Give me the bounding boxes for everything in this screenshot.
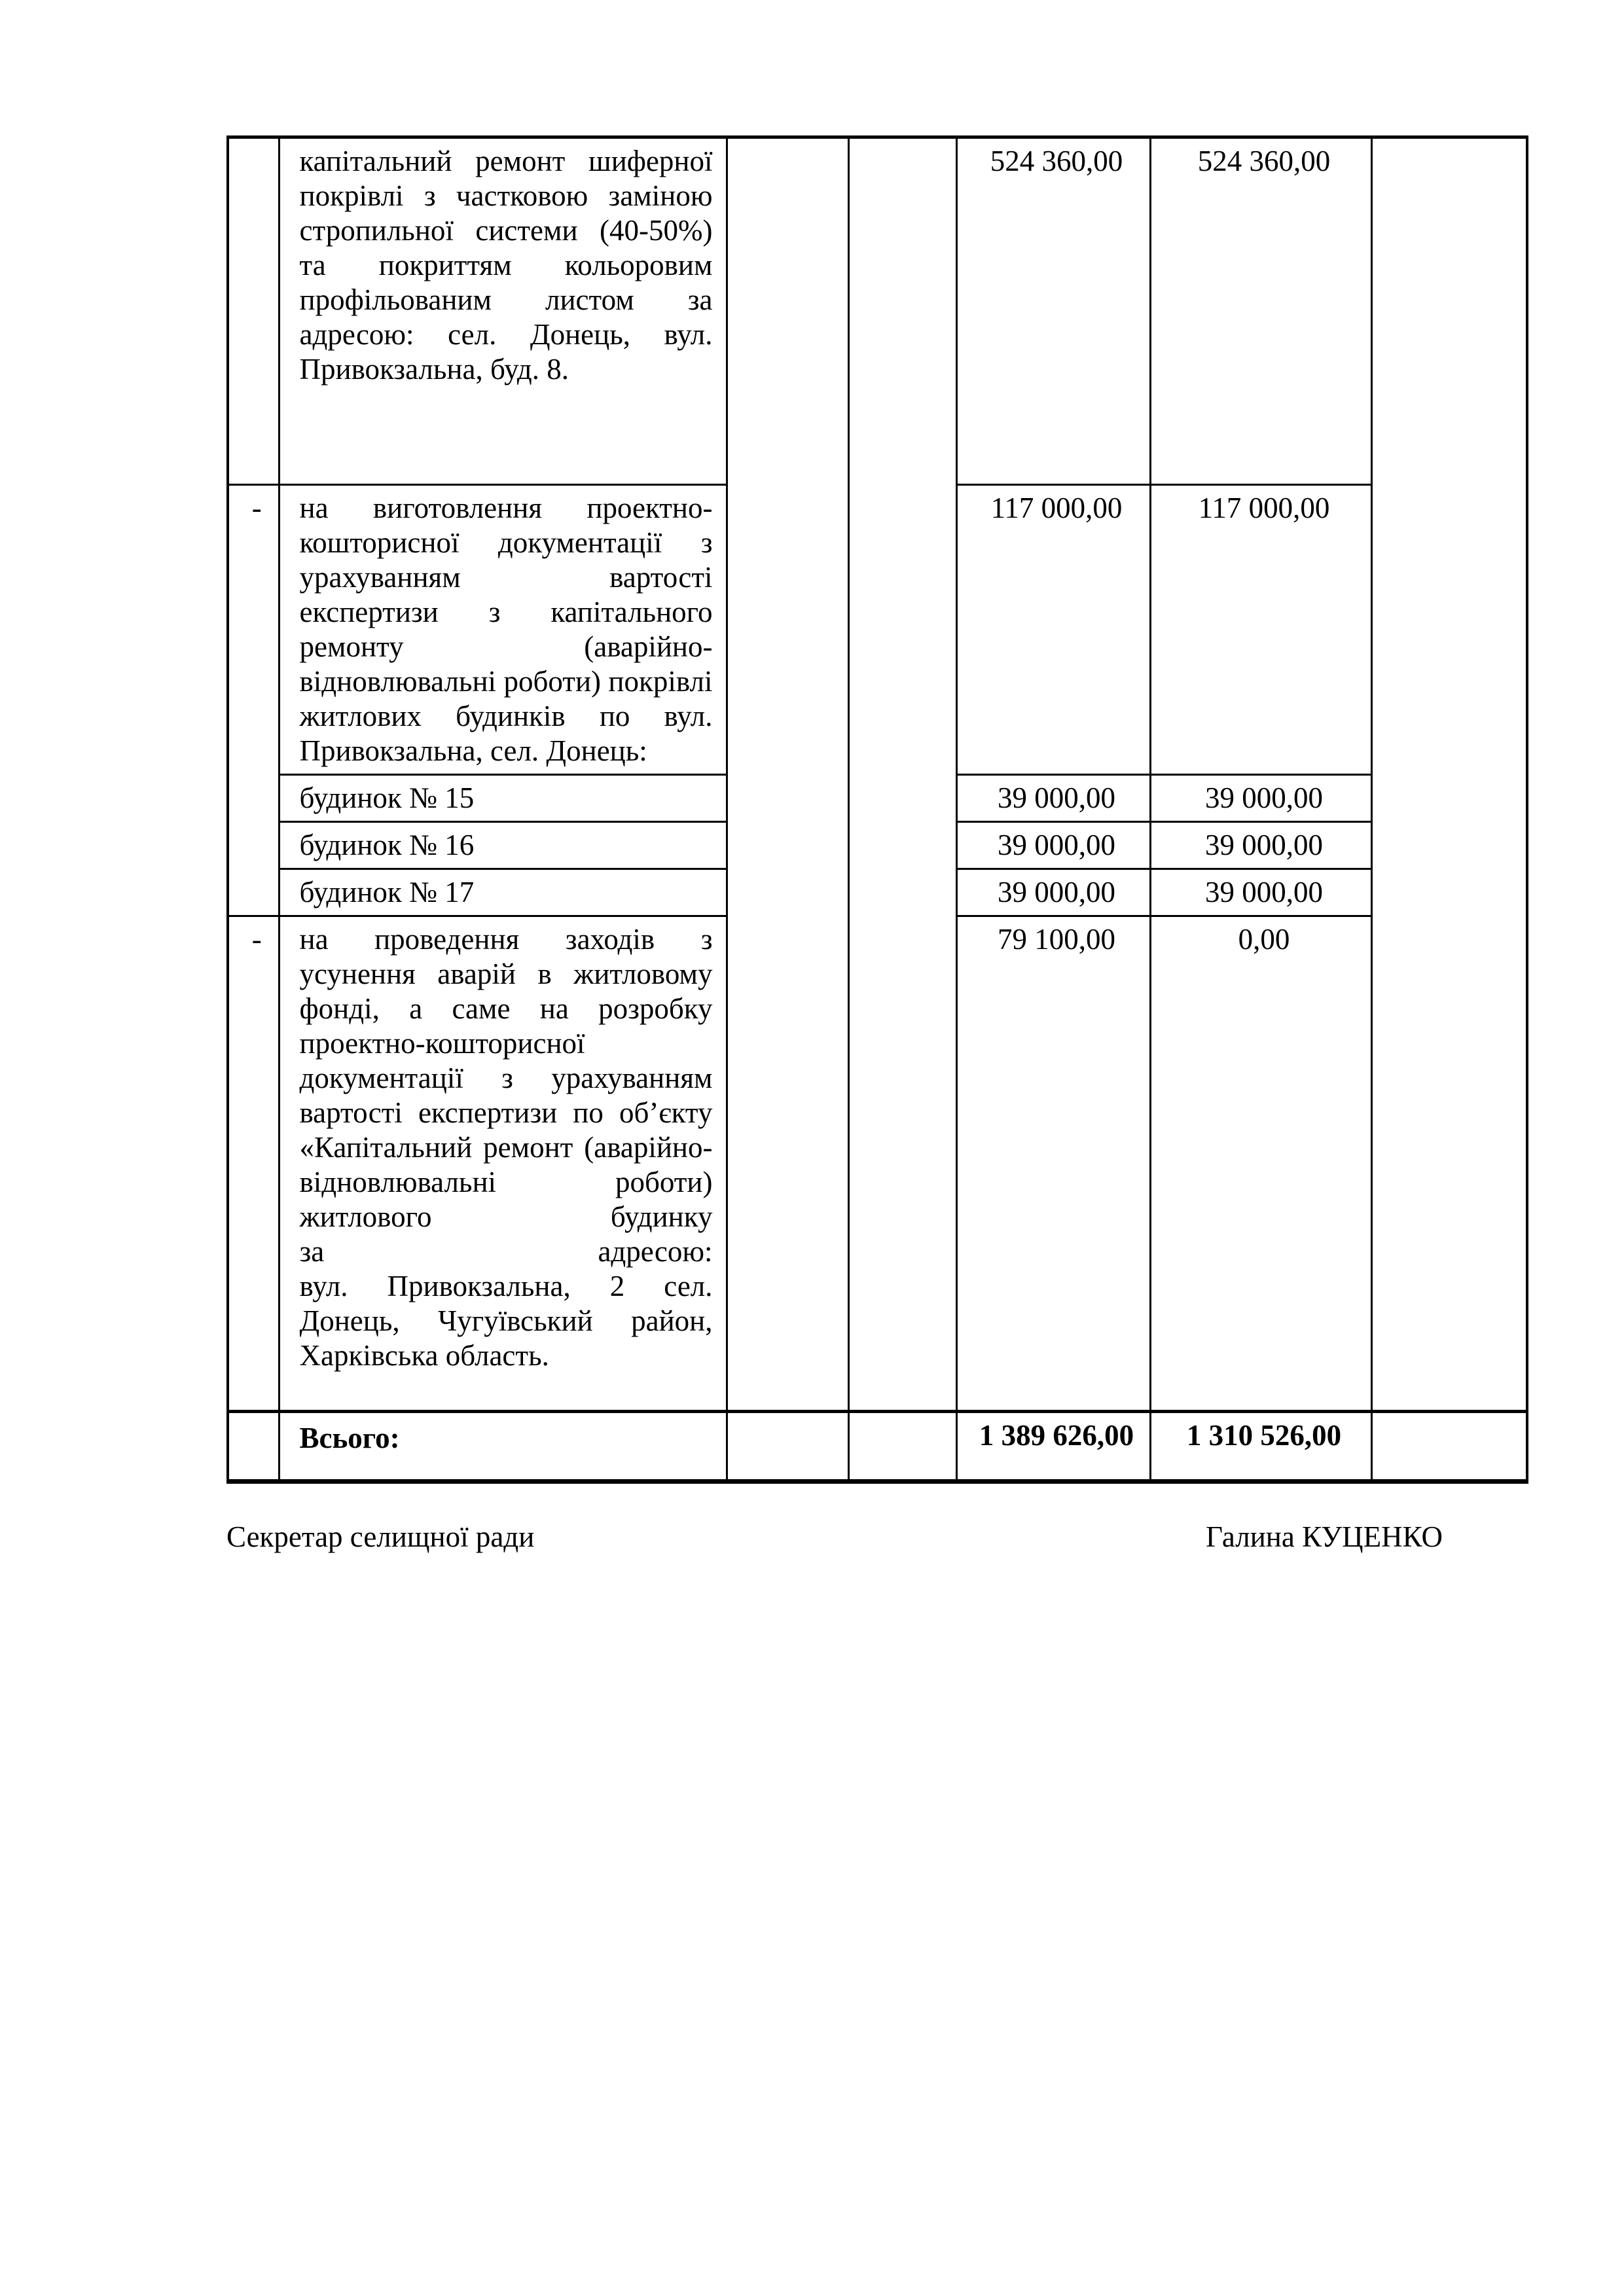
row4-house-label: будинок № 16 [279,822,727,869]
total-empty-3 [1371,1412,1527,1482]
total-actual-amount: 1 310 526,00 [1150,1412,1371,1482]
empty-column-2 [848,137,956,1412]
row1-planned-amount: 524 360,00 [956,137,1150,485]
row1-actual-amount: 524 360,00 [1150,137,1371,485]
row3-actual-amount: 39 000,00 [1150,775,1371,822]
row6-split-line [300,1234,713,1269]
row4-planned-amount: 39 000,00 [956,822,1150,869]
signature-title: Секретар селищної ради [226,1520,535,1553]
row5-actual-amount: 39 000,00 [1150,869,1371,916]
row5-house-label: будинок № 17 [279,869,727,916]
row6-text-tail: вул. Привокзальна, 2 сел. Донець, Чугуївський район, Харківська область. [299,1270,713,1372]
empty-column-3 [1371,137,1527,1412]
row6-split-left: за [299,1235,325,1268]
row4-actual-amount: 39 000,00 [1150,822,1371,869]
total-empty-2 [848,1412,956,1482]
row6-planned-amount: 79 100,00 [956,916,1150,1412]
row3-house-label: будинок № 15 [279,775,727,822]
total-label: Всього: [279,1412,727,1482]
total-marker-cell [228,1412,279,1482]
row6-description [279,916,727,1412]
row1-description: капітальний ремонт шиферної покрівлі з частковою заміною стропильної системи (40-50%) та покриттям кольоровим профільованим листом за адресою: сел. Донець, вул. Привокзальна, буд. 8. [279,137,727,485]
row6-split-right: адресою: [598,1235,713,1268]
budget-table [226,135,1528,1484]
row2-planned-amount: 117 000,00 [956,485,1150,775]
row2-marker-cell: - [228,485,279,916]
total-empty-1 [727,1412,848,1482]
row2-actual-amount: 117 000,00 [1150,485,1371,775]
row2-description: на виготовлення проектно-кошторисної документації з урахуванням вартості експертизи з капітального ремонту (аварійно-відновлювальні роботи) покрівлі житлових будинків по вул. Привокзальна, сел. Донець: [279,485,727,775]
empty-column-1 [727,137,848,1412]
table-row [228,137,1527,485]
total-planned-amount: 1 389 626,00 [956,1412,1150,1482]
row6-text-main: на проведення заходів з усунення аварій в житловому фонді, а саме на розробку проектно-кошторисної документації з урахуванням вартості експертизи по об’єкту «Капітальний ремонт (аварійно-відновлювальні роботи) житлового будинку [299,923,713,1233]
row5-planned-amount: 39 000,00 [956,869,1150,916]
row3-planned-amount: 39 000,00 [956,775,1150,822]
row1-marker-cell [228,137,279,485]
total-row [228,1412,1527,1482]
row6-actual-amount: 0,00 [1150,916,1371,1412]
signature-name: Галина КУЦЕНКО [1206,1520,1443,1553]
row6-marker-cell: - [228,916,279,1412]
